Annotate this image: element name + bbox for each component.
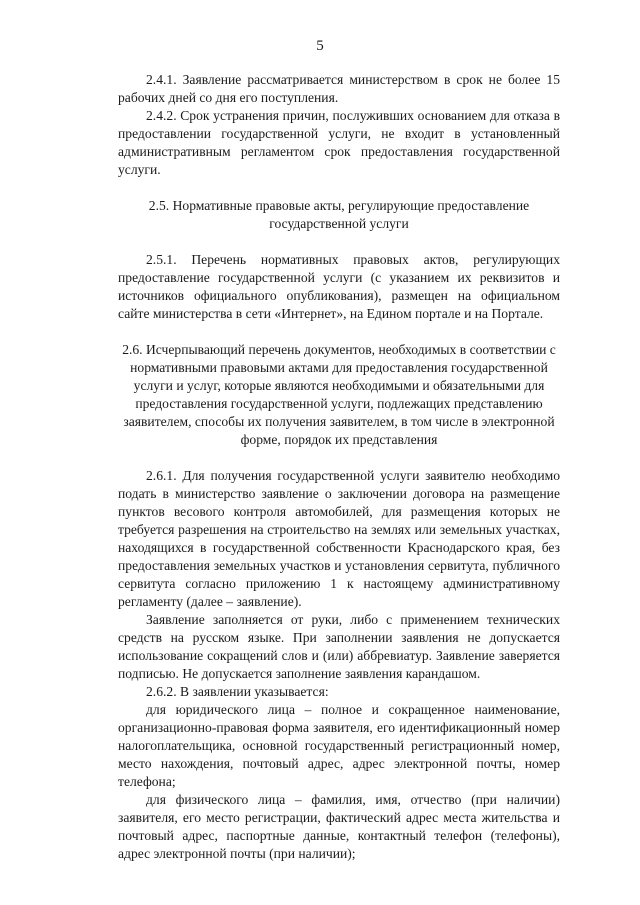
spacer: [118, 233, 560, 251]
spacer: [118, 323, 560, 341]
paragraph-2-6-1: 2.6.1. Для получения государственной услуги заявителю необходимо подать в министерство заявление о заключении договора на размещение пунктов весового контроля автомобилей, для размещения которых не требуется разрешения на строительство на землях или земельных участках, находящихся в государственной собственности Краснодарского края, без предоставления земельных участков и установления сервитута, публичного сервитута согласно приложению 1 к настоящему административному регламенту (далее – заявление).: [118, 468, 560, 609]
page-number: 5: [316, 38, 324, 54]
spacer: [118, 449, 560, 467]
paragraph-2-6-1-filling: Заявление заполняется от руки, либо с применением технических средств на русском языке. При заполнении заявления не допускается использование сокращений слов и (или) аббревиатур. Заявление заверяется подписью. Не допускается заполнение заявления карандашом.: [118, 612, 560, 681]
paragraph-2-4-1: 2.4.1. Заявление рассматривается министерством в срок не более 15 рабочих дней со дня его поступления.: [118, 72, 560, 105]
spacer: [118, 179, 560, 197]
paragraph-2-5-1: 2.5.1. Перечень нормативных правовых актов, регулирующих предоставление государственной услуги (с указанием их реквизитов и источников официального опубликования), размещен на официальном сайте министерства в сети «Интернет», на Едином портале и на Портале.: [118, 252, 560, 321]
paragraph-2-4-2: 2.4.2. Срок устранения причин, послуживших основанием для отказа в предоставлении государственной услуги, не входит в установленный административным регламентом срок предоставления государственной услуги.: [118, 108, 560, 177]
paragraph-2-6-2-legal-entity: для юридического лица – полное и сокращенное наименование, организационно-правовая форма заявителя, его идентификационный номер налогоплательщика, основной государственный регистрационный номер, место нахождения, почтовый адрес, адрес электронной почты, номер телефона;: [118, 702, 560, 789]
section-heading-2-6: 2.6. Исчерпывающий перечень документов, необходимых в соответствии с нормативными правовыми актами для предоставления государственной услуги и услуг, которые являются необходимыми и обязательными для предоставления государственной услуги, подлежащих представлению заявителем, способы их получения заявителем, в том числе в электронной форме, порядок их представления: [122, 342, 556, 447]
paragraph-2-6-2-individual: для физического лица – фамилия, имя, отчество (при наличии) заявителя, его место регистрации, фактический адрес места жительства и почтовый адрес, паспортные данные, контактный телефон (телефоны), адрес электронной почты (при наличии);: [118, 792, 560, 861]
section-heading-2-5: 2.5. Нормативные правовые акты, регулирующие предоставление государственной услуги: [148, 198, 530, 231]
paragraph-2-6-2: 2.6.2. В заявлении указывается:: [146, 684, 329, 699]
document-body: [118, 71, 560, 863]
